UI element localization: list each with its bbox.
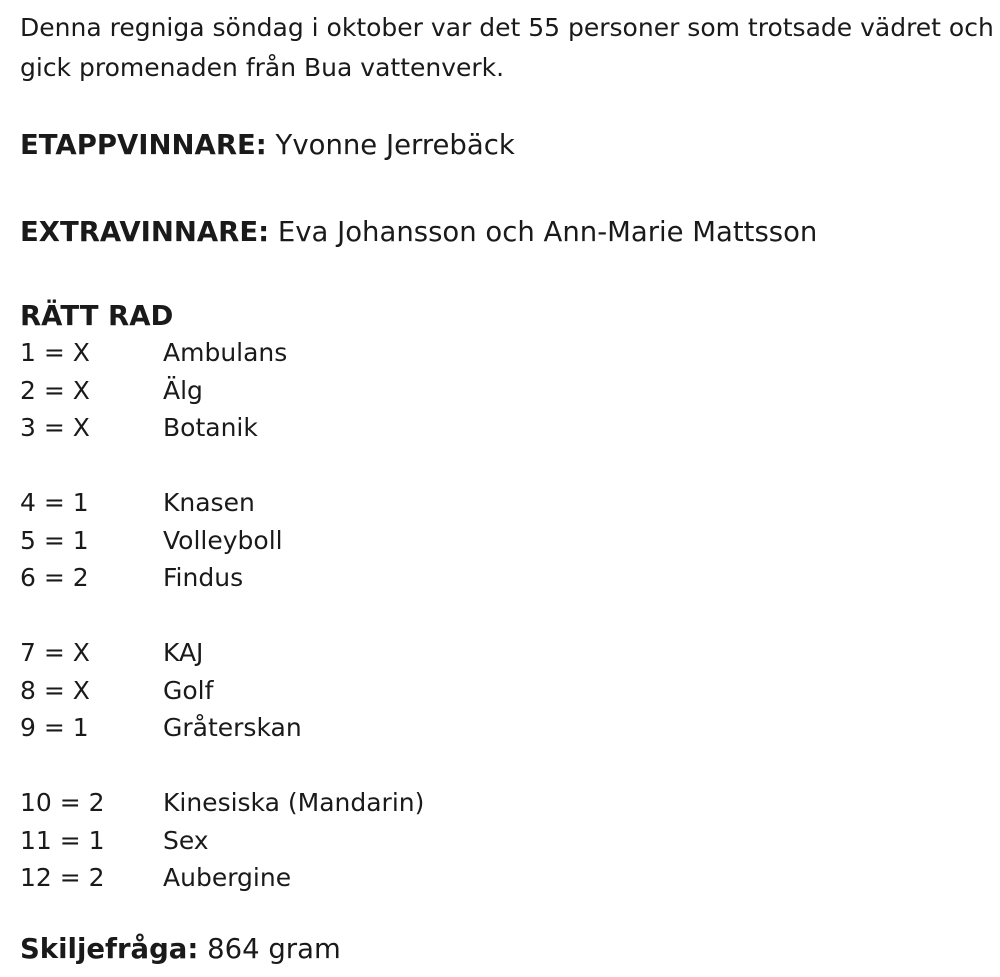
tiebreak-label: Skiljefråga: <box>20 932 199 965</box>
answer-row <box>20 372 995 410</box>
answer-number: 2 = X <box>20 375 90 405</box>
answer-text: Älg <box>163 375 203 405</box>
answer-number: 9 = 1 <box>20 713 89 742</box>
answer-number: 7 = X <box>20 638 90 667</box>
extra-winner <box>20 212 995 252</box>
answer-text: Sex <box>163 825 209 855</box>
answer-number: 12 = 2 <box>20 863 105 892</box>
answer-row <box>20 709 995 747</box>
tiebreak-value: 864 gram <box>207 932 341 965</box>
answer-number: 1 = X <box>20 338 90 367</box>
answer-text: Knasen <box>163 488 255 517</box>
intro-line-2: gick promenaden från Bua vattenverk. <box>20 53 505 82</box>
answer-number: 6 = 2 <box>20 563 89 592</box>
answer-text: Botanik <box>163 413 258 442</box>
answer-row <box>20 822 995 860</box>
answer-text: Kinesiska (Mandarin) <box>163 788 425 817</box>
stage-winner-name: Yvonne Jerrebäck <box>275 129 515 161</box>
answer-number: 5 = 1 <box>20 525 89 555</box>
answer-text: Aubergine <box>163 863 292 892</box>
answer-row <box>20 484 995 522</box>
answers-title: RÄTT RAD <box>20 300 174 332</box>
extra-winner-label: EXTRAVINNARE: <box>20 216 270 248</box>
answer-row <box>20 859 995 897</box>
answer-text: Gråterskan <box>163 713 302 742</box>
document <box>20 0 995 969</box>
answer-number: 11 = 1 <box>20 825 105 855</box>
tiebreak <box>20 929 995 969</box>
answer-number: 3 = X <box>20 413 90 442</box>
answer-row <box>20 334 995 372</box>
answer-row <box>20 784 995 822</box>
answer-row <box>20 522 995 560</box>
answer-row <box>20 559 995 597</box>
stage-winner-label: ETAPPVINNARE: <box>20 129 267 161</box>
answer-text: Golf <box>163 675 214 705</box>
intro-paragraph <box>20 0 995 88</box>
answer-number: 8 = X <box>20 675 90 705</box>
answer-number: 4 = 1 <box>20 488 89 517</box>
answer-row <box>20 409 995 447</box>
answer-number: 10 = 2 <box>20 788 105 817</box>
answer-text: Findus <box>163 563 244 592</box>
intro-line-1: Denna regniga söndag i oktober var det 55 personer som trotsade vädret och <box>20 13 994 42</box>
answer-text: Volleyboll <box>163 525 283 555</box>
answer-text: KAJ <box>163 638 204 667</box>
answer-text: Ambulans <box>163 338 288 367</box>
answers-list <box>20 334 995 897</box>
answer-row <box>20 672 995 710</box>
extra-winner-names: Eva Johansson och Ann-Marie Mattsson <box>277 216 818 248</box>
stage-winner <box>20 125 995 165</box>
answer-row <box>20 634 995 672</box>
